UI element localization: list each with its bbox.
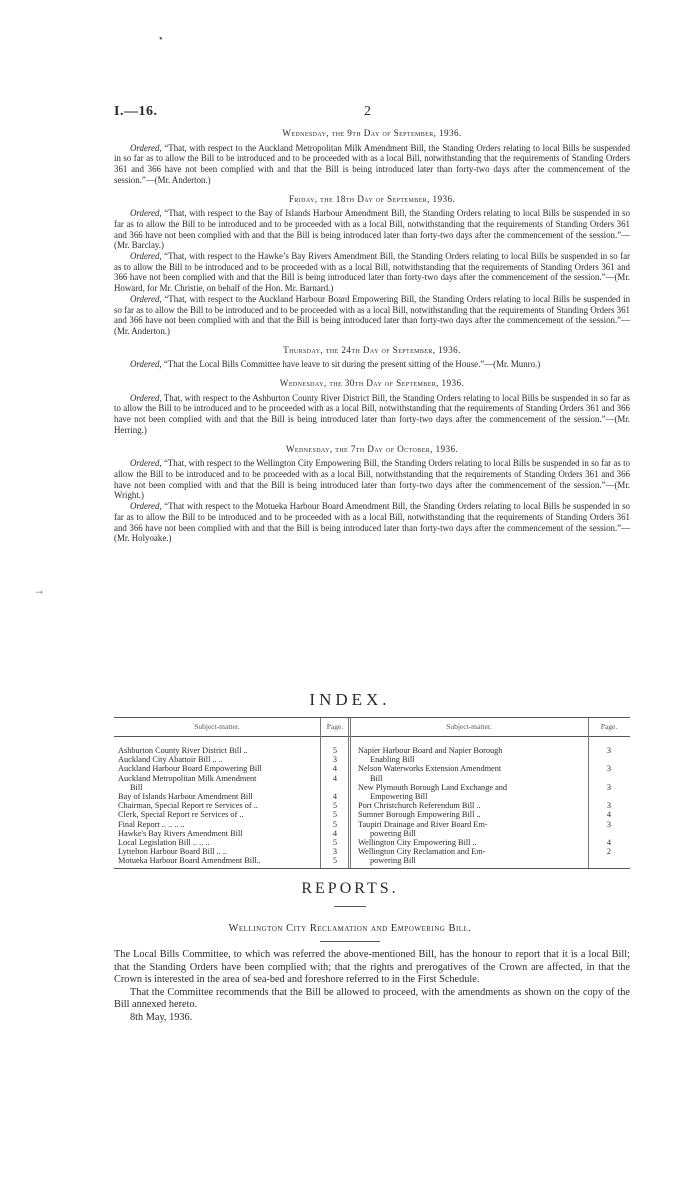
title-rule (334, 906, 366, 907)
index-header-page-right: Page. (588, 718, 630, 737)
heading-rule (320, 941, 380, 942)
index-header-subject-right: Subject-matter. (350, 718, 588, 737)
sitting-date-heading: Thursday, the 24th Day of September, 1936. (283, 344, 461, 355)
ordered-label: Ordered, (130, 251, 162, 262)
index-header-page-left: Page. (320, 718, 350, 737)
index-page-number: 4 (332, 828, 338, 838)
order-paragraph (114, 501, 630, 544)
index-entry: Nelson Waterworks Extension Amendment (358, 764, 502, 774)
index-entry: Napier Harbour Board and Napier Borough (358, 746, 503, 755)
index-page-number: 3 (606, 746, 612, 755)
index-entry: Taupiri Drainage and River Board Em- (358, 819, 488, 829)
index-entry: Empowering Bill (370, 792, 428, 802)
index-left-subjects (118, 746, 318, 866)
index-page-number: 5 (332, 838, 338, 848)
page-number: 2 (364, 104, 371, 119)
index-entry: Wellington City Reclamation and Em- (358, 847, 486, 857)
index-page-number: 5 (332, 810, 338, 820)
index-entry: Clerk, Special Report re Services of .. (118, 810, 244, 820)
page-speck: • (159, 34, 163, 45)
sitting-date-heading: Wednesday, the 9th Day of September, 1936. (282, 128, 462, 138)
index-page-number: 4 (606, 838, 612, 848)
order-text: That, with respect to the Ashburton County River District Bill, the Standing Orders relating to local Bills be suspended in so far as to allow the Bill to be introduced and to be proceeded with as a local Bill, notwithstanding that the requirements of Standing Orders 361 and 366 have not been complied with and that the Bill is being introduced later than forty-two days after the commencement of the session.”—(Mr. Herring.) (114, 392, 631, 435)
index-entry: Local Legislation Bill .. .. .. (118, 838, 210, 848)
index-header-subject-left: Subject-matter. (114, 718, 320, 737)
report-body (114, 949, 630, 1025)
order-paragraph (114, 458, 630, 501)
index-entry: Bill (370, 773, 383, 783)
index-entry: Wellington City Empowering Bill .. (358, 838, 477, 848)
index-page-number (588, 755, 630, 764)
index-left-pages (320, 746, 350, 866)
order-text: “That with respect to the Motueka Harbour Board Amendment Bill, the Standing Orders relating to local Bills be suspended in so far as to allow the Bill to be introduced and to be proceeded with as a local Bill, notwithstanding that the requirements of Standing Orders 361 and 366 have not been complied with and that the Bill is being introduced later than forty-two days after the commencement of the session.”—(Mr. Holyoake.) (114, 501, 630, 544)
order-text: “That the Local Bills Committee have leave to sit during the present sitting of the House.”—(Mr. Munro.) (163, 359, 541, 370)
sitting-date-heading: Wednesday, the 7th Day of October, 1936. (285, 443, 459, 454)
order-paragraph (114, 294, 630, 337)
index-page-number: 4 (332, 764, 338, 774)
index-page-number (588, 792, 630, 801)
index-entry: Chairman, Special Report re Services of .. (118, 801, 258, 811)
report-date: 8th May, 1936. (130, 1011, 193, 1023)
index-entry: Port Christchurch Referendum Bill .. (358, 801, 481, 811)
index-entry: Bill (130, 782, 143, 792)
order-paragraph (114, 393, 630, 436)
order-paragraph (114, 251, 630, 294)
index-page-number: 4 (606, 810, 612, 820)
index-page-number: 3 (606, 764, 612, 774)
index-entry: Bay of Islands Harbour Amendment Bill (118, 792, 253, 802)
sitting-date-heading: Friday, the 18th Day of September, 1936. (288, 193, 456, 204)
index-entry: Lyttelton Harbour Board Bill .. .. (118, 847, 227, 857)
index-page-number (588, 774, 630, 783)
order-paragraph (114, 143, 630, 186)
order-text: “That, with respect to the Hawke’s Bay Rivers Amendment Bill, the Standing Orders relating to local Bills be suspended in so far as to allow the Bill to be introduced and to be proceeded with as a local Bill, notwithstanding that the requirements of Standing Orders 361 and 366 have not been complied with and that the Bill is being introduced later than forty-two days after the commencement of the session.”—(Mr. Howard, for Mr. Christie, on behalf of the Hon. Mr. Barnard.) (114, 251, 630, 294)
index-page-number (588, 829, 630, 838)
index-page-number: 3 (332, 847, 338, 857)
page-header (114, 104, 634, 122)
journal-sittings (114, 128, 630, 544)
ordered-label: Ordered, (130, 458, 162, 469)
index-page-number: 5 (332, 746, 338, 755)
index-page-number: 3 (606, 819, 612, 829)
index-page-number: 5 (332, 801, 338, 811)
ordered-label: Ordered, (130, 208, 162, 219)
report-paragraph: That the Committee recommends that the Bill be allowed to proceed, with the amendments as shown on the copy of the Bill annexed hereto. (114, 986, 630, 1011)
index-entry: powering Bill (370, 856, 416, 866)
index-entry: Hawke's Bay Rivers Amendment Bill (118, 828, 243, 838)
order-paragraph (114, 359, 630, 370)
ordered-label: Ordered, (130, 293, 162, 304)
ordered-label: Ordered, (130, 142, 162, 153)
report-paragraph: The Local Bills Committee, to which was referred the above-mentioned Bill, has the honour to report that it is a local Bill; that the Standing Orders have been complied with; that the rights and prerogatives of the Crown are affected, in that the Crown is interested in the area of sea-bed and foreshore referred to in the First Schedule. (114, 949, 630, 986)
paper-reference: I.—16. (114, 104, 158, 119)
index-entry: Auckland Harbour Board Empowering Bill (118, 764, 262, 774)
index-page-number (320, 783, 350, 792)
index-entry: New Plymouth Borough Land Exchange and (358, 782, 508, 792)
index-page-number: 5 (332, 856, 338, 866)
report-heading: Wellington City Reclamation and Empowering Bill. (228, 923, 472, 934)
index-entry: Auckland City Abattoir Bill .. .. (118, 755, 223, 765)
index-page-number: 2 (606, 847, 612, 857)
index-table (114, 717, 630, 869)
reports-title: REPORTS. (301, 880, 399, 897)
order-text: “That, with respect to the Wellington City Empowering Bill, the Standing Orders relating to local Bills be suspended in so far as to allow the Bill to be introduced and to be proceeded with as a local Bill, notwithstanding that the requirements of Standing Orders 361 and 366 have not been complied with and that the Bill is being introduced later than forty-two days after the commencement of the session.”—(Mr. Wright.) (114, 458, 631, 501)
order-paragraph (114, 208, 630, 251)
index-page-number: 5 (332, 819, 338, 829)
index-title: INDEX. (309, 690, 391, 709)
index-page-number: 3 (606, 782, 612, 792)
order-text: “That, with respect to the Bay of Islands Harbour Amendment Bill, the Standing Orders relating to local Bills be suspended in so far as to allow the Bill to be introduced and to be proceeded with as a local Bill, notwithstanding that the requirements of Standing Orders 361 and 366 have not been complied with and that the Bill is being introduced later than forty-two days after the commencement of the session.”—(Mr. Barclay.) (114, 208, 631, 251)
index-page-number: 4 (332, 773, 338, 783)
index-entry: Final Report .. .. .. .. (118, 819, 185, 829)
index-page-number: 3 (606, 801, 612, 811)
ordered-label: Ordered, (130, 501, 162, 512)
index-right-pages (588, 746, 630, 866)
order-text: “That, with respect to the Auckland Harbour Board Empowering Bill, the Standing Orders relating to local Bills be suspended in so far as to allow the Bill to be introduced and to be proceeded with as a local Bill, notwithstanding that the requirements of Standing Orders 361 and 366 have not been complied with and that the Bill is being introduced later than forty-two days after the commencement of the session.”—(Mr. Anderton.) (114, 293, 631, 336)
index-entry: powering Bill (370, 828, 416, 838)
ordered-label: Ordered, (130, 392, 162, 403)
index-page-number: 3 (332, 755, 338, 765)
index-entry: Ashburton County River District Bill .. (118, 746, 248, 755)
ordered-label: Ordered, (130, 359, 162, 370)
index-entry: Auckland Metropolitan Milk Amendment (118, 773, 257, 783)
index-entry: Sumner Borough Empowering Bill .. (358, 810, 481, 820)
index-entry: Enabling Bill (370, 755, 415, 765)
index-page-number (588, 856, 630, 865)
index-entry: Motueka Harbour Board Amendment Bill.. (118, 856, 261, 866)
index-page-number: 4 (332, 792, 338, 802)
margin-arrow-mark: → (33, 583, 45, 597)
order-text: “That, with respect to the Auckland Metropolitan Milk Amendment Bill, the Standing Orders relating to local Bills be suspended in so far as to allow the Bill to be introduced and to be proceeded with as a local Bill, notwithstanding that the requirements of Standing Orders 361 and 366 have not been complied with and that the Bill is being introduced later than forty-two days after the commencement of the session.”—(Mr. Anderton.) (114, 142, 631, 185)
sitting-date-heading: Wednesday, the 30th Day of September, 1936. (279, 378, 465, 389)
index-right-subjects (358, 746, 586, 866)
